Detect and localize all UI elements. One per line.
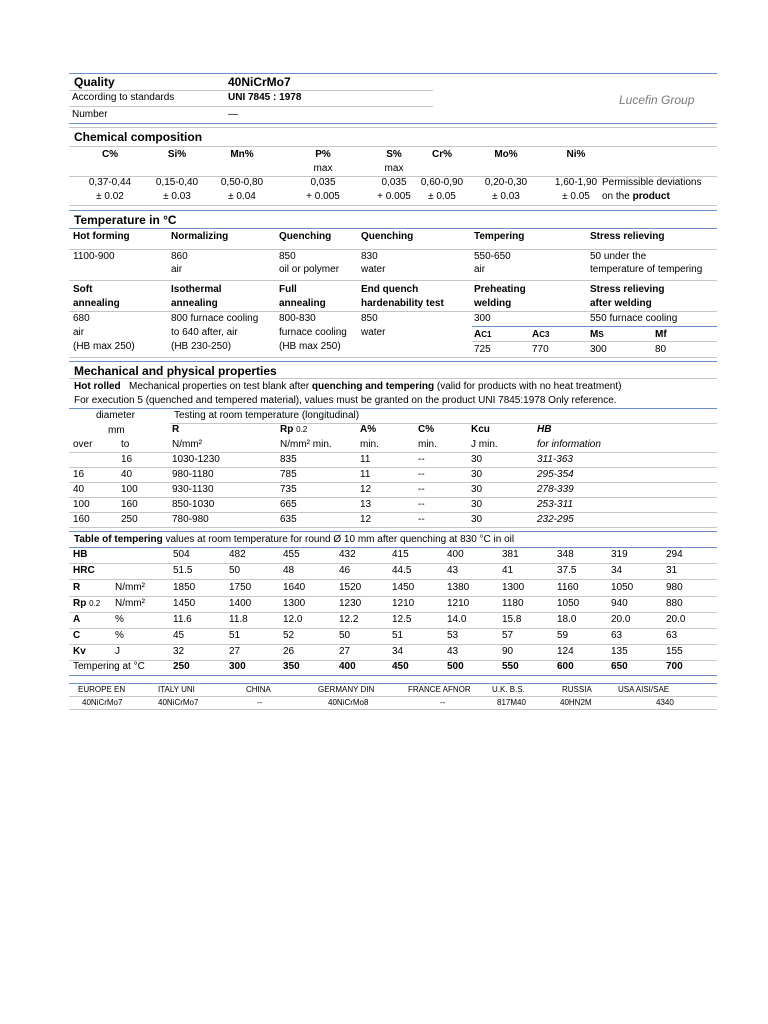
tempering-cell: 1050 — [611, 582, 634, 593]
tempering-cell: 27 — [229, 646, 241, 657]
tempering-cell: 63 — [611, 630, 623, 641]
mech-cell: 785 — [280, 469, 297, 480]
mech-cell: 930-1130 — [172, 484, 214, 495]
tempering-cell: 980 — [666, 582, 683, 593]
equiv-value: 4340 — [656, 698, 674, 707]
chem-sub: max — [384, 163, 404, 174]
temp-heading: End quench — [361, 284, 419, 295]
tempering-cell: 43 — [447, 565, 459, 576]
mech-col-head: R — [172, 424, 180, 435]
mech-cell: -- — [418, 514, 425, 525]
tempering-cell: 12.0 — [283, 614, 303, 625]
tempering-temp: 450 — [392, 661, 409, 672]
tempering-row-label: Rp 0.2 — [73, 598, 101, 609]
chem-range: 0,50-0,80 — [220, 177, 264, 188]
number-value: — — [228, 109, 238, 120]
tempering-cell: 1210 — [392, 598, 415, 609]
temp-title: Temperature in °C — [74, 213, 177, 227]
tempering-cell: 53 — [447, 630, 459, 641]
temp-value: air — [474, 264, 486, 275]
mech-cell: 250 — [121, 514, 138, 525]
temp-value: (HB max 250) — [73, 341, 135, 352]
tempering-temp: 700 — [666, 661, 683, 672]
equiv-header: EUROPE EN — [78, 685, 126, 694]
tempering-temp: 500 — [447, 661, 464, 672]
temp-value: air — [73, 327, 85, 338]
temp-value: 850 — [361, 313, 378, 324]
mech-cell: 253-311 — [537, 499, 573, 510]
quality-value: 40NiCrMo7 — [228, 75, 291, 89]
critical-point-value: 725 — [474, 344, 491, 355]
tempering-cell: 90 — [502, 646, 514, 657]
tempering-cell: 32 — [173, 646, 185, 657]
mech-cell: 40 — [121, 469, 133, 480]
tempering-cell: 124 — [557, 646, 574, 657]
mech-unit: min. — [418, 439, 437, 450]
temp-value: temperature of tempering — [590, 264, 703, 275]
testing-label: Testing at room temperature (longitudinal) — [174, 410, 360, 421]
tempering-row-unit: N/mm² — [115, 598, 145, 609]
critical-point-label: Mf — [655, 329, 667, 340]
temp-heading: annealing — [73, 298, 120, 309]
tempering-cell: 504 — [173, 549, 190, 560]
temp-heading: Full — [279, 284, 297, 295]
quality-label: Quality — [74, 75, 115, 89]
tempering-cell: 11.8 — [229, 614, 248, 625]
equiv-value: 40NiCrMo7 — [82, 698, 123, 707]
mech-unit: for information — [537, 439, 601, 450]
tempering-cell: 52 — [283, 630, 295, 641]
tempering-cell: 12.5 — [392, 614, 412, 625]
chem-header: S% — [386, 149, 402, 160]
equiv-header: RUSSIA — [562, 685, 592, 694]
chem-range: 1,60-1,90 — [554, 177, 598, 188]
equiv-value: 40HN2M — [560, 698, 592, 707]
mech-cell: -- — [418, 484, 425, 495]
chem-range: 0,15-0,40 — [155, 177, 199, 188]
tempering-row-label: HRC — [73, 565, 95, 576]
chem-deviation: ± 0.05 — [562, 191, 590, 202]
temp-value: 300 — [474, 313, 491, 324]
critical-point-label: MS — [590, 329, 604, 340]
mech-cell: 12 — [360, 514, 372, 525]
equiv-header: GERMANY DIN — [318, 685, 375, 694]
mech-cell: 30 — [471, 514, 483, 525]
temp-value: 850 — [279, 251, 296, 262]
mech-cell: 835 — [280, 454, 297, 465]
mech-line2: For execution 5 (quenched and tempered material), values must be granted on the product UNI 7845:1978 Only reference. — [74, 395, 617, 406]
standards-value: UNI 7845 : 1978 — [228, 92, 302, 103]
temp-heading: Hot forming — [73, 231, 130, 242]
tempering-row-unit: J — [115, 646, 120, 657]
tempering-title: Table of tempering values at room temperature for round Ø 10 mm after quenching at 830 °C in oil — [74, 534, 515, 545]
mech-cell: 1030-1230 — [172, 454, 220, 465]
critical-point-value: 80 — [655, 344, 667, 355]
tempering-cell: 51 — [229, 630, 241, 641]
temp-heading: Soft — [73, 284, 93, 295]
tempering-cell: 1300 — [502, 582, 525, 593]
chem-header: C% — [101, 149, 119, 160]
mech-cell: -- — [418, 469, 425, 480]
chem-deviation: ± 0.03 — [163, 191, 191, 202]
tempering-cell: 1750 — [229, 582, 252, 593]
tempering-cell: 11.6 — [173, 614, 192, 625]
tempering-cell: 12.2 — [339, 614, 359, 625]
tempering-cell: 43 — [447, 646, 459, 657]
temp-heading: Stress relieving — [590, 231, 665, 242]
chem-note-deviations: Permissible deviations — [602, 177, 702, 188]
temp-heading: Isothermal — [171, 284, 222, 295]
mech-cell: 160 — [121, 499, 138, 510]
tempering-cell: 48 — [283, 565, 295, 576]
equiv-value: 40NiCrMo7 — [158, 698, 199, 707]
temp-value: 680 — [73, 313, 90, 324]
mech-cell: 30 — [471, 499, 483, 510]
brand-name: Lucefin Group — [619, 93, 695, 107]
temp-value: to 640 after, air — [171, 327, 238, 338]
temp-heading: Preheating — [474, 284, 526, 295]
chem-title: Chemical composition — [74, 130, 203, 144]
mech-col-head: C% — [418, 424, 435, 435]
chem-deviation: ± 0.04 — [228, 191, 256, 202]
mech-cell: 295-354 — [537, 469, 574, 480]
mech-cell: 100 — [73, 499, 90, 510]
temp-value: 830 — [361, 251, 378, 262]
mech-unit: min. — [360, 439, 379, 450]
tempering-cell: 940 — [611, 598, 628, 609]
chem-deviation: ± 0.03 — [492, 191, 520, 202]
chem-note-product: on the product — [602, 191, 670, 202]
tempering-cell: 34 — [611, 565, 623, 576]
mech-cell: 100 — [121, 484, 138, 495]
mech-cell: 850-1030 — [172, 499, 215, 510]
tempering-cell: 14.0 — [447, 614, 467, 625]
tempering-temp: 600 — [557, 661, 574, 672]
tempering-cell: 1210 — [447, 598, 470, 609]
chem-header: Mn% — [230, 149, 254, 160]
mech-cell: 40 — [73, 484, 85, 495]
tempering-cell: 20.0 — [611, 614, 631, 625]
temp-heading: welding — [474, 298, 512, 309]
tempering-cell: 18.0 — [557, 614, 577, 625]
temp-value: (HB 230-250) — [171, 341, 232, 352]
tempering-cell: 37.5 — [557, 565, 577, 576]
chem-range: 0,20-0,30 — [484, 177, 528, 188]
tempering-cell: 400 — [447, 549, 464, 560]
chem-deviation: ± 0.05 — [428, 191, 456, 202]
mech-unit: J min. — [471, 439, 498, 450]
to-label: to — [121, 439, 130, 450]
equiv-header: CHINA — [246, 685, 271, 694]
tempering-row-label: HB — [73, 549, 88, 560]
mech-cell: 232-295 — [537, 514, 574, 525]
mech-cell: 11 — [360, 469, 371, 480]
temp-heading: Quenching — [279, 231, 332, 242]
tempering-cell: 294 — [666, 549, 683, 560]
tempering-temp-label: Tempering at °C — [73, 661, 145, 672]
tempering-temp: 300 — [229, 661, 246, 672]
equiv-header: USA AISI/SAE — [618, 685, 670, 694]
tempering-row-unit: % — [115, 630, 124, 641]
tempering-row-unit: % — [115, 614, 124, 625]
mech-cell: 278-339 — [537, 484, 574, 495]
equiv-value: 40NiCrMo8 — [328, 698, 369, 707]
tempering-cell: 1450 — [173, 598, 196, 609]
mech-col-head: A% — [360, 424, 377, 435]
mech-col-head: Kcu — [471, 424, 490, 435]
mech-cell: 160 — [73, 514, 90, 525]
mech-cell: 12 — [360, 484, 372, 495]
tempering-row-label: A — [73, 614, 81, 625]
critical-point-label: AC3 — [532, 329, 550, 340]
mech-col-head: Rp 0.2 — [280, 424, 308, 435]
critical-point-value: 300 — [590, 344, 607, 355]
tempering-cell: 1300 — [283, 598, 306, 609]
mech-cell: 780-980 — [172, 514, 209, 525]
tempering-cell: 50 — [229, 565, 241, 576]
tempering-cell: 432 — [339, 549, 356, 560]
temp-value: water — [361, 264, 386, 275]
tempering-row-label: Kv — [73, 646, 86, 657]
tempering-cell: 1850 — [173, 582, 196, 593]
temp-value: 860 — [171, 251, 188, 262]
over-label: over — [73, 439, 93, 450]
chem-header: Mo% — [494, 149, 518, 160]
chem-header: Si% — [167, 149, 187, 160]
tempering-temp: 550 — [502, 661, 519, 672]
mm-label: mm — [108, 425, 125, 436]
tempering-cell: 50 — [339, 630, 351, 641]
temp-heading: after welding — [590, 298, 652, 309]
mech-cell: -- — [418, 454, 425, 465]
tempering-temp: 650 — [611, 661, 628, 672]
temp-heading: Stress relieving — [590, 284, 665, 295]
tempering-cell: 381 — [502, 549, 519, 560]
tempering-cell: 15.8 — [502, 614, 522, 625]
temp-value: 800-830 — [279, 313, 316, 324]
tempering-cell: 1640 — [283, 582, 306, 593]
tempering-cell: 20.0 — [666, 614, 686, 625]
tempering-cell: 31 — [666, 565, 678, 576]
temp-value: 800 furnace cooling — [171, 313, 259, 324]
temp-heading: Normalizing — [171, 231, 229, 242]
mech-cell: 735 — [280, 484, 297, 495]
temp-value: (HB max 250) — [279, 341, 341, 352]
tempering-cell: 1050 — [557, 598, 580, 609]
mech-cell: 30 — [471, 454, 483, 465]
mech-cell: 311-363 — [537, 454, 573, 465]
mech-cell: 980-1180 — [172, 469, 214, 480]
chem-range: 0,37-0,44 — [88, 177, 132, 188]
tempering-cell: 348 — [557, 549, 574, 560]
tempering-cell: 1400 — [229, 598, 252, 609]
tempering-cell: 1230 — [339, 598, 362, 609]
tempering-cell: 135 — [611, 646, 628, 657]
mech-cell: 635 — [280, 514, 297, 525]
tempering-cell: 1180 — [502, 598, 524, 609]
tempering-cell: 44.5 — [392, 565, 412, 576]
equiv-header: U.K. B.S. — [492, 685, 525, 694]
tempering-cell: 41 — [502, 565, 514, 576]
mech-cell: -- — [418, 499, 425, 510]
temp-value: furnace cooling — [279, 327, 347, 338]
number-label: Number — [72, 109, 108, 120]
tempering-row-unit: N/mm² — [115, 582, 145, 593]
tempering-cell: 34 — [392, 646, 404, 657]
tempering-cell: 1160 — [557, 582, 579, 593]
mech-cell: 11 — [360, 454, 371, 465]
temp-heading: Tempering — [474, 231, 525, 242]
tempering-cell: 482 — [229, 549, 246, 560]
tempering-cell: 1450 — [392, 582, 415, 593]
tempering-cell: 45 — [173, 630, 185, 641]
tempering-cell: 59 — [557, 630, 569, 641]
tempering-row-label: C — [73, 630, 81, 641]
tempering-temp: 350 — [283, 661, 300, 672]
equiv-value: -- — [257, 698, 263, 707]
temp-heading: hardenability test — [361, 298, 444, 309]
mech-unit: N/mm² — [172, 439, 202, 450]
temp-value: water — [361, 327, 386, 338]
tempering-cell: 26 — [283, 646, 295, 657]
mech-cell: 16 — [121, 454, 133, 465]
mech-col-head: HB — [537, 424, 552, 435]
tempering-cell: 1520 — [339, 582, 362, 593]
tempering-temp: 250 — [173, 661, 190, 672]
tempering-cell: 1380 — [447, 582, 470, 593]
tempering-cell: 880 — [666, 598, 683, 609]
chem-range: 0,035 — [310, 177, 336, 188]
mech-cell: 30 — [471, 469, 483, 480]
mech-cell: 665 — [280, 499, 297, 510]
chem-deviation: + 0.005 — [306, 191, 340, 202]
chem-deviation: ± 0.02 — [96, 191, 124, 202]
tempering-cell: 155 — [666, 646, 683, 657]
critical-point-value: 770 — [532, 344, 549, 355]
mech-cell: 16 — [73, 469, 85, 480]
mech-cell: 13 — [360, 499, 372, 510]
diameter-label: diameter — [96, 410, 135, 421]
tempering-temp: 400 — [339, 661, 356, 672]
temp-heading: annealing — [171, 298, 218, 309]
temp-value: 550 furnace cooling — [590, 313, 678, 324]
temp-value: 550-650 — [474, 251, 511, 262]
tempering-cell: 51.5 — [173, 565, 193, 576]
chem-header: Cr% — [431, 149, 452, 160]
chem-range: 0,60-0,90 — [420, 177, 464, 188]
temp-heading: annealing — [279, 298, 326, 309]
tempering-cell: 63 — [666, 630, 678, 641]
equiv-value: -- — [440, 698, 446, 707]
mech-cell: 30 — [471, 484, 483, 495]
tempering-cell: 415 — [392, 549, 409, 560]
temp-value: oil or polymer — [279, 264, 340, 275]
tempering-cell: 46 — [339, 565, 351, 576]
critical-point-label: AC1 — [474, 329, 492, 340]
tempering-cell: 51 — [392, 630, 404, 641]
temp-value: 1100-900 — [73, 251, 115, 262]
standards-label: According to standards — [72, 92, 175, 103]
chem-header: P% — [315, 149, 331, 160]
mech-line1: Hot rolled Mechanical properties on test blank after quenching and tempering (valid for products with no heat treatment) — [74, 381, 622, 392]
chem-deviation: + 0.005 — [377, 191, 411, 202]
temp-value: air — [171, 264, 183, 275]
chem-range: 0,035 — [381, 177, 407, 188]
tempering-cell: 57 — [502, 630, 514, 641]
tempering-cell: 27 — [339, 646, 351, 657]
chem-header: Ni% — [566, 149, 586, 160]
mech-title: Mechanical and physical properties — [74, 364, 277, 378]
equiv-header: FRANCE AFNOR — [408, 685, 471, 694]
tempering-cell: 455 — [283, 549, 300, 560]
equiv-value: 817M40 — [497, 698, 526, 707]
temp-value: 50 under the — [590, 251, 647, 262]
chem-sub: max — [313, 163, 333, 174]
tempering-cell: 319 — [611, 549, 628, 560]
temp-heading: Quenching — [361, 231, 414, 242]
equiv-header: ITALY UNI — [158, 685, 195, 694]
tempering-row-label: R — [73, 582, 81, 593]
mech-unit: N/mm² min. — [280, 439, 332, 450]
